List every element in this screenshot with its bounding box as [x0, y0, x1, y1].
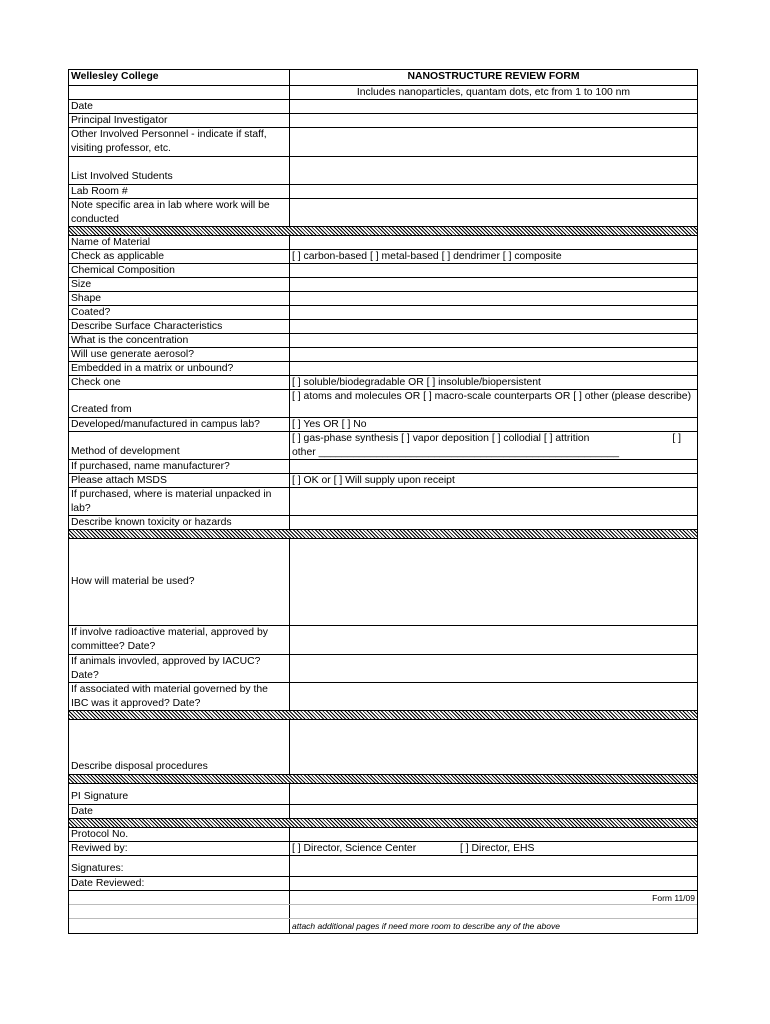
other-personnel-row [69, 128, 697, 157]
concentration-row [69, 334, 697, 348]
pi-row [69, 114, 697, 128]
note-row [69, 919, 697, 933]
material-name-field[interactable] [290, 236, 697, 249]
surface-row [69, 320, 697, 334]
method-label: Method of development [69, 432, 290, 459]
developed-row [69, 418, 697, 432]
section-divider [69, 227, 697, 236]
msds-options[interactable]: [ ] OK or [ ] Will supply upon receipt [292, 475, 455, 486]
form-title: NANOSTRUCTURE REVIEW FORM [407, 71, 580, 82]
animals-row [69, 655, 697, 683]
coated-field[interactable] [290, 306, 697, 319]
pi-field[interactable] [290, 114, 697, 127]
check-applicable-row [69, 250, 697, 264]
signatures-row [69, 856, 697, 877]
reviewer-science-center[interactable]: [ ] Director, Science Center [292, 843, 417, 854]
area-field[interactable] [290, 199, 697, 226]
method-options-line-1: [ ] gas-phase synthesis [ ] vapor deposition [ ] collodial [ ] attrition [292, 433, 590, 444]
signatures-field[interactable] [290, 856, 697, 876]
form-subtitle: Includes nanoparticles, quantam dots, etc from 1 to 100 nm [356, 87, 631, 98]
msds-row [69, 474, 697, 488]
embedded-label: Embedded in a matrix or unbound? [69, 362, 290, 375]
embedded-row [69, 362, 697, 376]
date-field[interactable] [290, 100, 697, 113]
method-row [69, 432, 697, 460]
disposal-row [69, 720, 697, 775]
additional-pages-note: attach additional pages if need more room to describe any of the above [292, 921, 560, 931]
ibc-field[interactable] [290, 683, 697, 710]
concentration-field[interactable] [290, 334, 697, 347]
aerosol-field[interactable] [290, 348, 697, 361]
manufacturer-field[interactable] [290, 460, 697, 473]
reviewer-ehs[interactable]: [ ] Director, EHS [459, 843, 535, 854]
shape-row [69, 292, 697, 306]
date-reviewed-field[interactable] [290, 877, 697, 890]
embedded-field[interactable] [290, 362, 697, 375]
toxicity-label: Describe known toxicity or hazards [69, 516, 290, 529]
msds-label: Please attach MSDS [69, 474, 290, 487]
signature-date-field[interactable] [290, 805, 697, 818]
blank-row [69, 905, 697, 919]
check-applicable-label: Check as applicable [69, 250, 290, 263]
radioactive-label: If involve radioactive material, approved by committee? Date? [69, 626, 290, 654]
usage-row [69, 539, 697, 626]
section-divider [69, 711, 697, 720]
disposal-field[interactable] [290, 720, 697, 774]
surface-field[interactable] [290, 320, 697, 333]
signature-date-label: Date [69, 805, 290, 818]
animals-label: If animals invovled, approved by IACUC? Date? [69, 655, 290, 682]
surface-label: Describe Surface Characteristics [69, 320, 290, 333]
coated-label: Coated? [69, 306, 290, 319]
composition-row [69, 264, 697, 278]
check-one-label: Check one [69, 376, 290, 389]
method-options-extra: [ ] [672, 433, 681, 444]
protocol-row [69, 828, 697, 842]
disposal-label: Describe disposal procedures [69, 720, 290, 774]
method-options-other: other ____________________________________________________ [292, 447, 620, 458]
material-name-row [69, 236, 697, 250]
developed-label: Developed/manufactured in campus lab? [69, 418, 290, 431]
reviewed-by-row [69, 842, 697, 856]
date-label: Date [69, 100, 290, 113]
unpacked-row [69, 488, 697, 516]
date-reviewed-label: Date Reviewed: [69, 877, 290, 890]
area-row [69, 199, 697, 227]
header-row [69, 70, 697, 86]
check-applicable-options[interactable]: [ ] carbon-based [ ] metal-based [ ] dendrimer [ ] composite [292, 251, 562, 262]
students-field[interactable] [290, 157, 697, 184]
nanostructure-review-form [68, 69, 698, 934]
ibc-label: If associated with material governed by the IBC was it approved? Date? [69, 683, 290, 710]
section-divider [69, 819, 697, 828]
form-code: Form 11/09 [652, 893, 695, 903]
area-label: Note specific area in lab where work will be conducted [69, 199, 290, 226]
concentration-label: What is the concentration [69, 334, 290, 347]
form-code-row [69, 891, 697, 905]
students-label: List Involved Students [69, 157, 290, 184]
lab-room-label: Lab Room # [69, 185, 290, 198]
method-options[interactable] [290, 432, 697, 459]
material-name-label: Name of Material [69, 236, 290, 249]
students-row [69, 157, 697, 185]
radioactive-field[interactable] [290, 626, 697, 654]
date-reviewed-row [69, 877, 697, 891]
signatures-label: Signatures: [69, 856, 290, 876]
lab-room-field[interactable] [290, 185, 697, 198]
section-divider [69, 775, 697, 784]
reviewer-options[interactable] [290, 842, 697, 855]
created-from-options[interactable]: [ ] atoms and molecules OR [ ] macro-scale counterparts OR [ ] other (please describe) [292, 391, 692, 402]
aerosol-row [69, 348, 697, 362]
pi-label: Principal Investigator [69, 114, 290, 127]
check-one-options[interactable]: [ ] soluble/biodegradable OR [ ] insoluble/biopersistent [292, 377, 541, 388]
size-field[interactable] [290, 278, 697, 291]
protocol-label: Protocol No. [69, 828, 290, 841]
section-divider [69, 530, 697, 539]
aerosol-label: Will use generate aerosol? [69, 348, 290, 361]
college-name: Wellesley College [69, 70, 290, 85]
reviewed-by-label: Reviwed by: [69, 842, 290, 855]
usage-field[interactable] [290, 539, 697, 625]
toxicity-row [69, 516, 697, 530]
developed-options[interactable]: [ ] Yes OR [ ] No [292, 419, 367, 430]
pi-signature-row [69, 784, 697, 805]
protocol-field[interactable] [290, 828, 697, 841]
radioactive-row [69, 626, 697, 655]
toxicity-field[interactable] [290, 516, 697, 529]
composition-field[interactable] [290, 264, 697, 277]
signature-date-row [69, 805, 697, 819]
date-row [69, 100, 697, 114]
coated-row [69, 306, 697, 320]
shape-field[interactable] [290, 292, 697, 305]
check-one-row [69, 376, 697, 390]
animals-field[interactable] [290, 655, 697, 682]
pi-signature-label: PI Signature [69, 784, 290, 804]
composition-label: Chemical Composition [69, 264, 290, 277]
manufacturer-row [69, 460, 697, 474]
shape-label: Shape [69, 292, 290, 305]
lab-room-row [69, 185, 697, 199]
pi-signature-field[interactable] [290, 784, 697, 804]
usage-label: How will material be used? [69, 539, 290, 625]
size-label: Size [69, 278, 290, 291]
size-row [69, 278, 697, 292]
created-from-row [69, 390, 697, 418]
unpacked-label: If purchased, where is material unpacked in lab? [69, 488, 290, 515]
unpacked-field[interactable] [290, 488, 697, 515]
other-personnel-field[interactable] [290, 128, 697, 156]
ibc-row [69, 683, 697, 711]
subtitle-row [69, 86, 697, 100]
manufacturer-label: If purchased, name manufacturer? [69, 460, 290, 473]
created-from-label: Created from [69, 390, 290, 417]
other-personnel-label: Other Involved Personnel - indicate if staff, visiting professor, etc. [69, 128, 290, 156]
